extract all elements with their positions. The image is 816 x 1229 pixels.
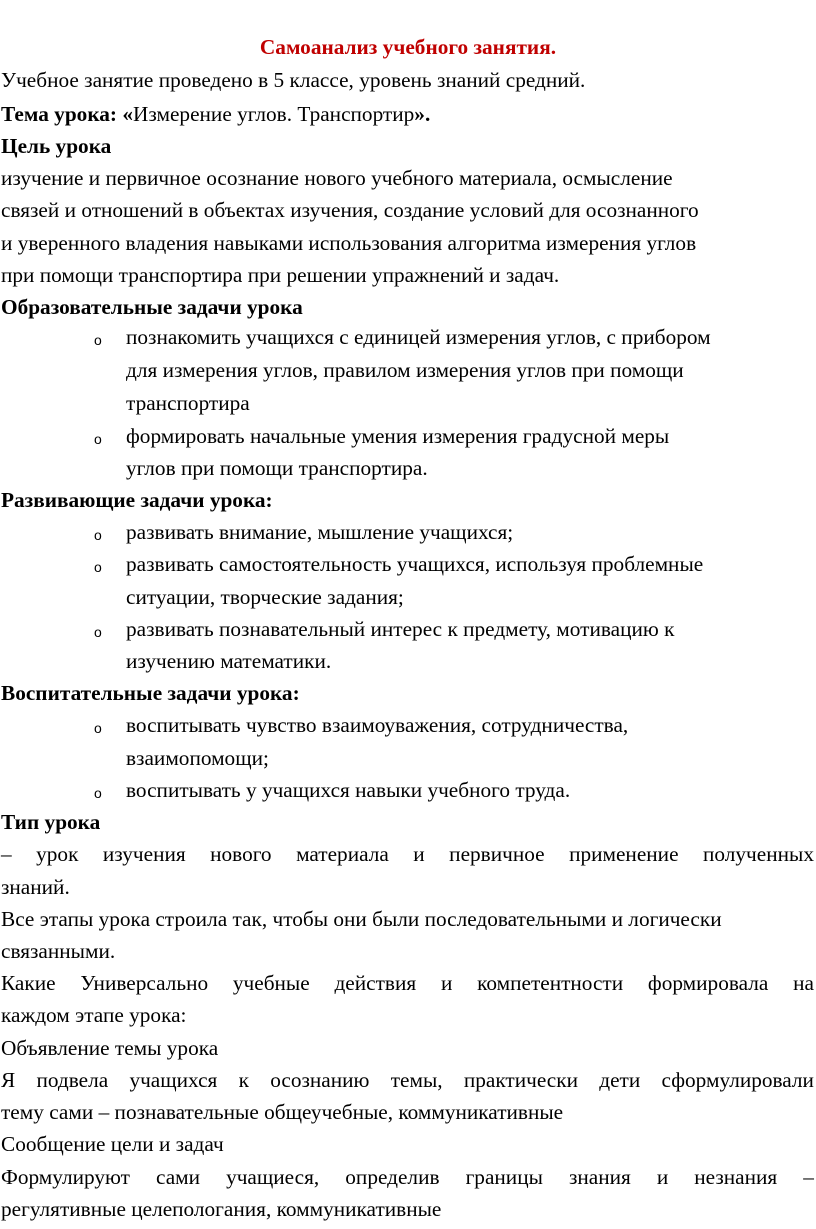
goal-line: при помощи транспортира при решении упражнений и задач. [1, 263, 560, 287]
list-item-line: изучению математики. [126, 649, 332, 673]
word: сформулировали [661, 1068, 814, 1092]
list-item-line: для измерения углов, правилом измерения углов при помощи [126, 358, 684, 382]
list-item-line: ситуации, творческие задания; [126, 585, 404, 609]
lesson-type-heading: Тип урока [1, 810, 101, 834]
stages-line: Все этапы урока строила так, чтобы они были последовательными и логически [1, 907, 722, 931]
upbringing-heading: Воспитательные задачи урока: [1, 681, 300, 705]
word: темы, [390, 1068, 443, 1092]
word: первичное [449, 842, 545, 866]
bullet-marker: o [94, 559, 102, 575]
goal-line: связей и отношений в объектах изучения, создание условий для осознанного [1, 198, 699, 222]
intro-text: Учебное занятие проведено в 5 классе, уровень знаний средний. [1, 68, 586, 92]
word: подвела [36, 1068, 109, 1092]
topic-open-quote: « [117, 102, 133, 126]
goal-line: и уверенного владения навыками использования алгоритма измерения углов [1, 231, 697, 255]
list-item-line: воспитывать чувство взаимоуважения, сотрудничества, [126, 713, 629, 737]
goals-msg-heading: Сообщение цели и задач [1, 1132, 224, 1156]
list-item-line: воспитывать у учащихся навыки учебного труда. [126, 778, 571, 802]
word: применение [569, 842, 679, 866]
word: и [440, 971, 453, 995]
goal-heading: Цель урока [1, 134, 112, 158]
bullet-marker: o [94, 332, 102, 348]
bullet-marker: o [94, 720, 102, 736]
announce-line [1, 1066, 814, 1094]
word: действия [334, 971, 417, 995]
bullet-marker: o [94, 624, 102, 640]
word: Я [1, 1068, 16, 1092]
topic-close-quote: ». [414, 102, 431, 126]
word: компетентности [477, 971, 624, 995]
word: на [793, 971, 814, 995]
list-item-line: взаимопомощи; [126, 746, 269, 770]
word: определив [345, 1165, 440, 1189]
list-item-line: развивать самостоятельность учащихся, используя проблемные [126, 552, 704, 576]
word: нового [210, 842, 272, 866]
word: сами [156, 1165, 201, 1189]
word: формировала [647, 971, 769, 995]
word: осознанию [270, 1068, 370, 1092]
word: учащиеся, [226, 1165, 320, 1189]
word: полученных [703, 842, 814, 866]
developmental-heading: Развивающие задачи урока: [1, 488, 273, 512]
list-item-line: формировать начальные умения измерения градусной меры [126, 424, 670, 448]
word: – [1, 842, 12, 866]
lesson-type-line [1, 840, 814, 868]
topic-value: Измерение углов. Транспортир [133, 102, 415, 126]
bullet-marker: o [94, 785, 102, 801]
goals-msg-line: регулятивные целепологания, коммуникативные [1, 1197, 442, 1221]
word: и [413, 842, 425, 866]
list-item-line: развивать познавательный интерес к предмету, мотивацию к [126, 617, 675, 641]
goals-msg-line [1, 1163, 814, 1191]
word: Какие [1, 971, 56, 995]
word: границы [465, 1165, 543, 1189]
word: к [238, 1068, 249, 1092]
goal-line: изучение и первичное осознание нового учебного материала, осмысление [1, 166, 673, 190]
word: и [656, 1165, 669, 1189]
topic-label: Тема урока: [1, 102, 118, 126]
word: урок [36, 842, 79, 866]
lesson-type-line: знаний. [1, 875, 70, 899]
word: Формулируют [1, 1165, 130, 1189]
list-item-line: развивать внимание, мышление учащихся; [126, 520, 514, 544]
word: материала [296, 842, 389, 866]
document-title: Самоанализ учебного занятия. [259, 35, 557, 59]
educational-heading: Образовательные задачи урока [1, 295, 303, 319]
list-item-line: познакомить учащихся с единицей измерения углов, с прибором [126, 325, 711, 349]
word: учащихся [129, 1068, 218, 1092]
bullet-marker: o [94, 527, 102, 543]
stages-line: связанными. [1, 939, 116, 963]
list-item-line: углов при помощи транспортира. [126, 456, 428, 480]
word: Универсально [80, 971, 209, 995]
word: учебные [232, 971, 310, 995]
word: незнания [694, 1165, 778, 1189]
word: – [803, 1165, 814, 1189]
word: изучения [102, 842, 186, 866]
word: знания [568, 1165, 631, 1189]
word: дети [599, 1068, 641, 1092]
list-item-line: транспортира [126, 391, 250, 415]
announce-heading: Объявление темы урока [1, 1036, 219, 1060]
topic-line [1, 100, 430, 128]
announce-line: тему сами – познавательные общеучебные, коммуникативные [1, 1100, 564, 1124]
uud-line [1, 969, 814, 997]
uud-line: каждом этапе урока: [1, 1003, 187, 1027]
bullet-marker: o [94, 431, 102, 447]
word: практически [463, 1068, 579, 1092]
